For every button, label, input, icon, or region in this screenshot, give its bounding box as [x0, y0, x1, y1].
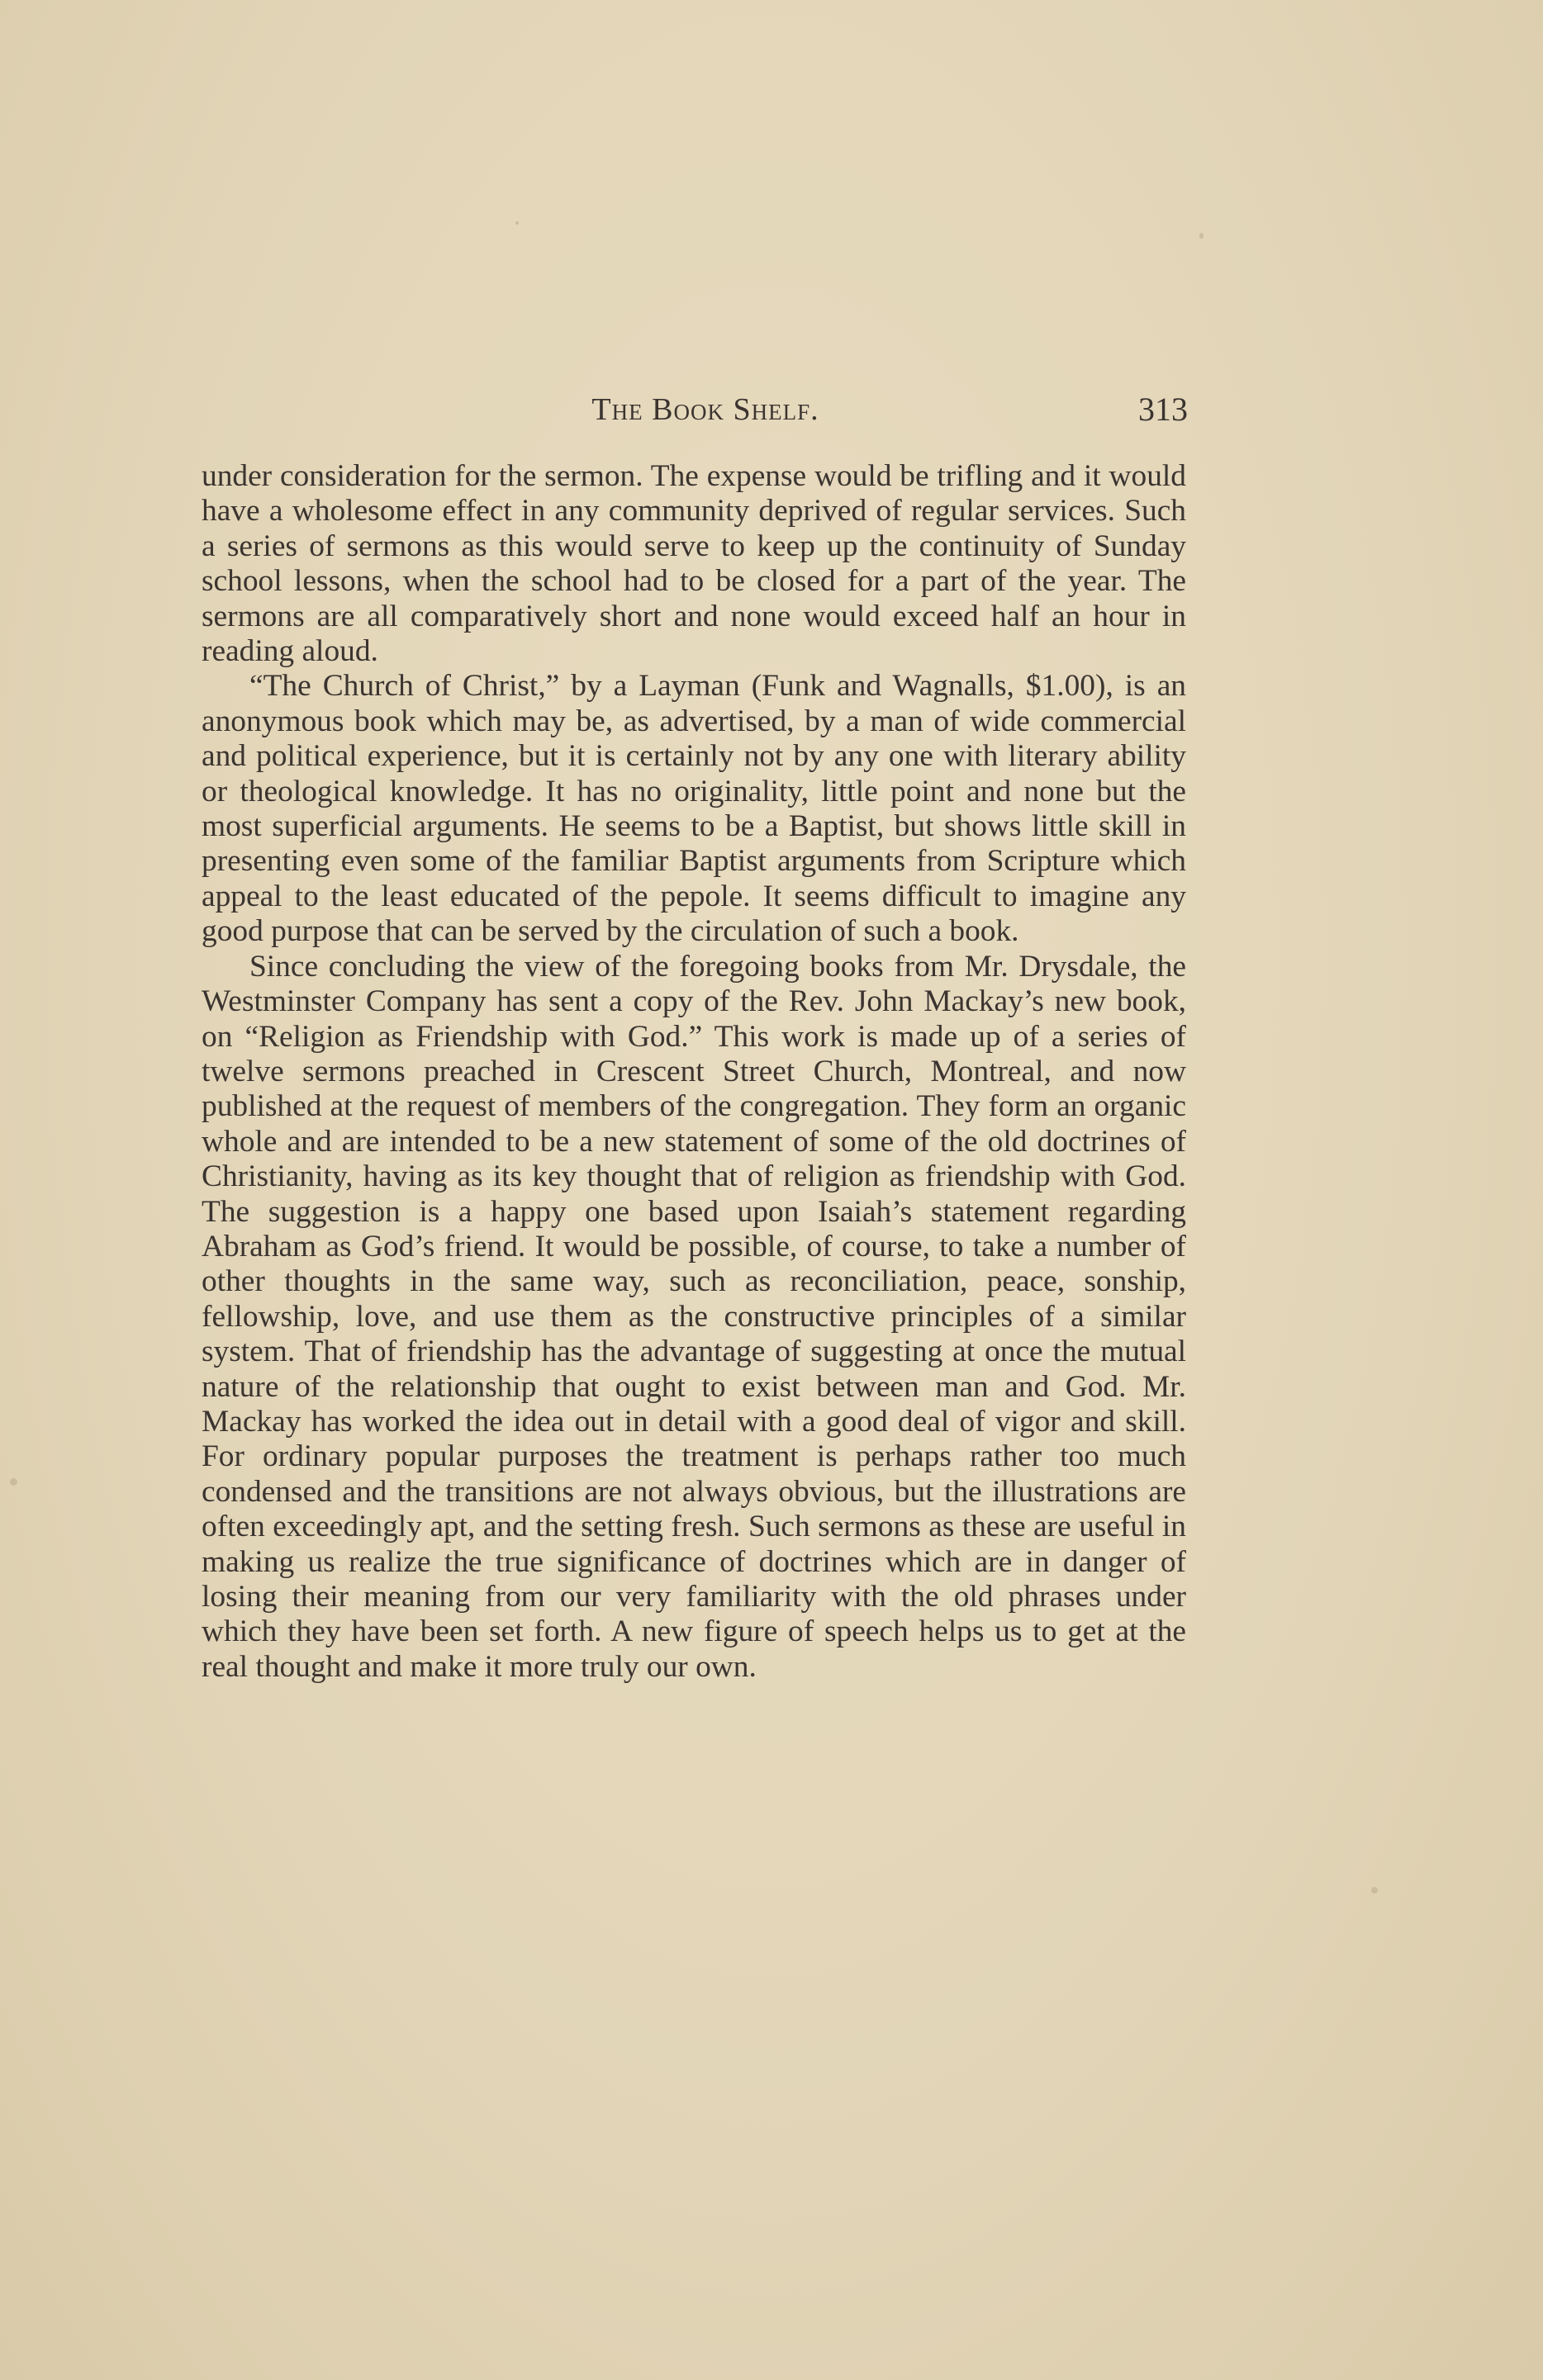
paragraph-church-of-christ-review: “The Church of Christ,” by a Layman (Funk and Wagnalls, $1.00), is an anonymous book which may be, as advertised, by a man of wide commercial and political experience, but it is certainly not by any one with literary ability or theological knowledge. It has no originality, little point and none but the most superficial arguments. He seems to be a Baptist, but shows little skill in presenting even some of the familiar Baptist arguments from Scripture which appeal to the least educated of the pepole. It seems difficult to imagine any good purpose that can be served by the circulation of such a book. — [202, 669, 1186, 949]
running-title: The Book Shelf. — [591, 392, 819, 427]
page-number: 313 — [1138, 391, 1188, 428]
paragraph-continuation: under consideration for the sermon. The expense would be trifling and it would have a wholesome effect in any community deprived of regular services. Such a series of sermons as this would serve to keep up the continuity of Sunday school lessons, when the school had to be closed for a part of the year. The sermons are all comparatively short and none would exceed half an hour in reading aloud. — [202, 459, 1186, 669]
page-header — [223, 385, 1188, 434]
paper-speck — [515, 221, 519, 225]
paragraph-religion-as-friendship-review: Since concluding the view of the foregoing books from Mr. Drysdale, the Westminster Company has sent a copy of the Rev. John Mackay’s new book, on “Religion as Friendship with God.” This work is made up of a series of twelve sermons preached in Crescent Street Church, Montreal, and now published at the request of members of the congregation. They form an organic whole and are intended to be a new statement of some of the old doctrines of Christianity, having as its key thought that of religion as friendship with God. The suggestion is a happy one based upon Isaiah’s statement regarding Abraham as God’s friend. It would be possible, of course, to take a number of other thoughts in the same way, such as reconciliation, peace, sonship, fellowship, love, and use them as the constructive principles of a similar system. That of friendship has the advantage of suggesting at once the mutual nature of the relationship that ought to exist between man and God. Mr. Mackay has worked the idea out in detail with a good deal of vigor and skill. For ordinary popular purposes the treatment is perhaps rather too much condensed and the transitions are not always obvious, but the illustrations are often exceedingly apt, and the setting fresh. Such sermons as these are useful in making us realize the true significance of doctrines which are in danger of losing their meaning from our very familiarity with the old phrases under which they have been set forth. A new figure of speech helps us to get at the real thought and make it more truly our own. — [202, 949, 1186, 1684]
body-text — [202, 459, 1186, 1685]
paper-speck — [1199, 233, 1204, 239]
paper-speck — [10, 1478, 17, 1486]
paper-speck — [1371, 1887, 1378, 1894]
